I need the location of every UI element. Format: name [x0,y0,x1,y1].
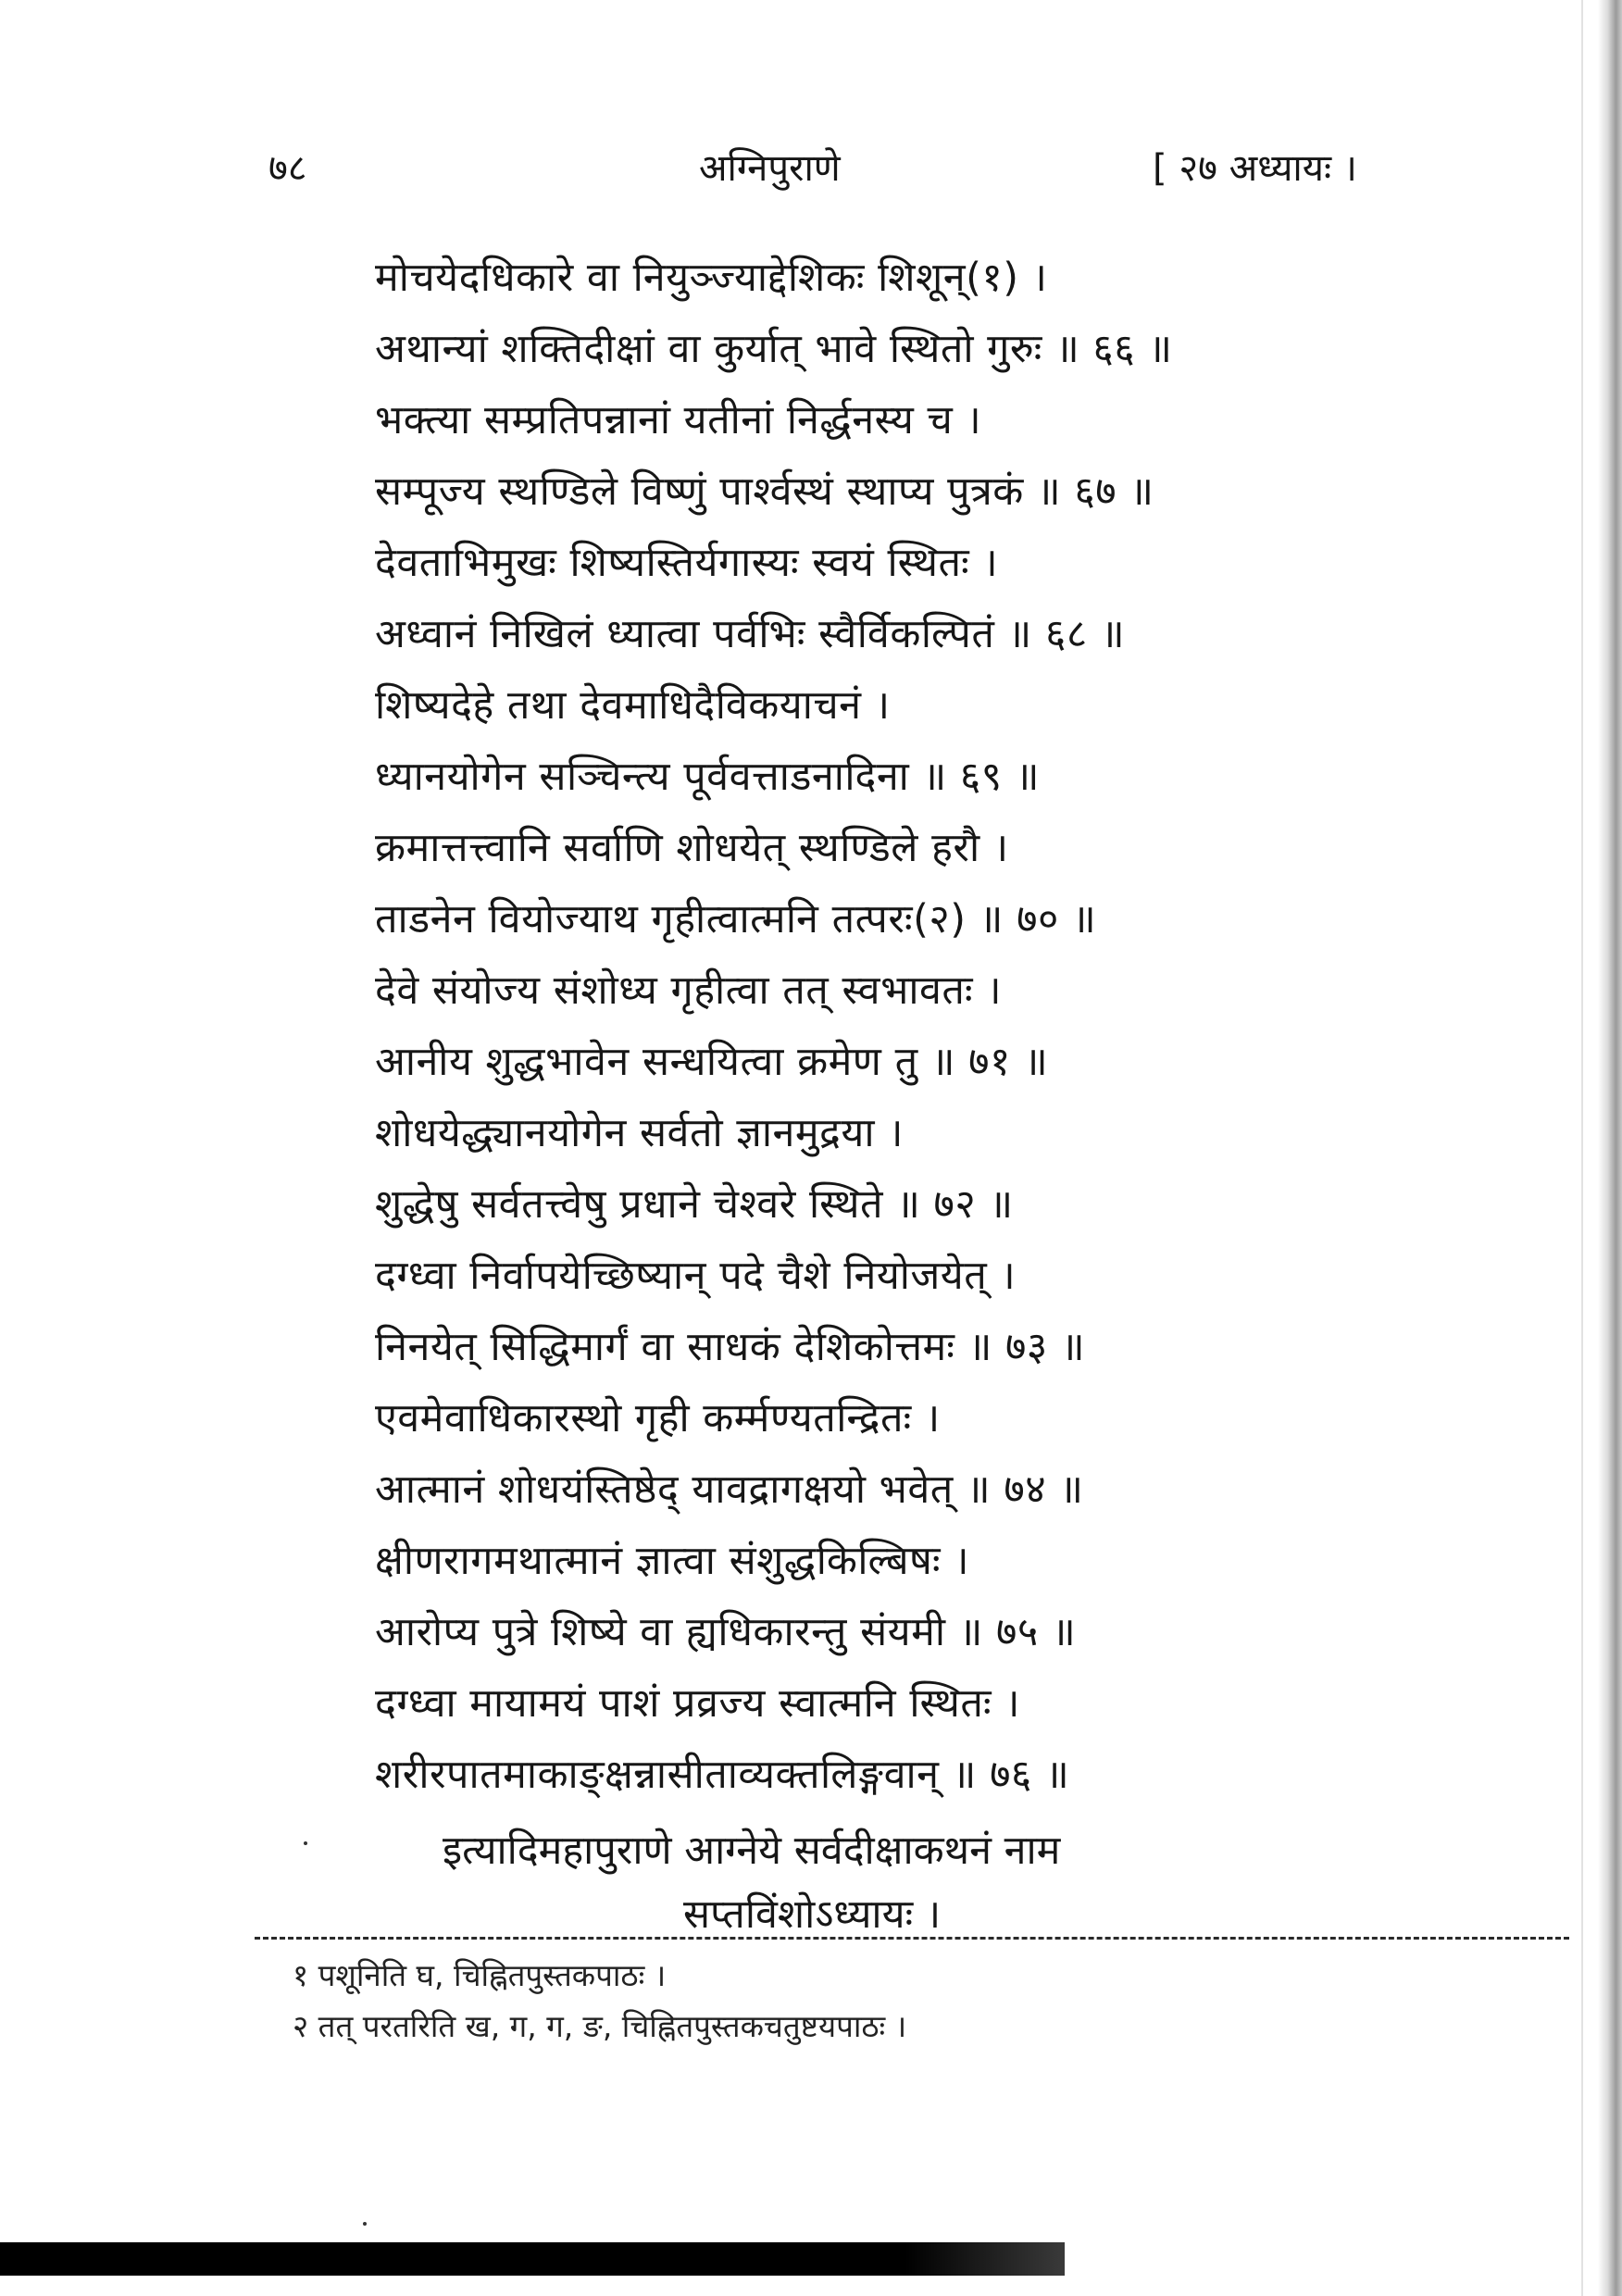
verse-line: क्षीणरागमथात्मानं ज्ञात्वा संशुद्धकिल्बिषः । [375,1538,970,1584]
colophon-line: इत्यादिमहापुराणे आग्नेये सर्वदीक्षाकथनं नाम [443,1828,1061,1874]
verse-line: देवे संयोज्य संशोध्य गृहीत्वा तत् स्वभावतः । [375,967,1003,1014]
scan-speck [363,2222,367,2226]
scan-speck [304,1841,307,1845]
verse-line: ताडनेन वियोज्याथ गृहीत्वात्मनि तत्परः(२) ॥ ७० ॥ [375,896,1097,942]
verse-line: एवमेवाधिकारस्थो गृही कर्म्मण्यतन्द्रितः । [375,1395,941,1441]
verse-line: अथान्यां शक्तिदीक्षां वा कुर्यात् भावे स्थितो गुरुः ॥ ६६ ॥ [375,326,1173,372]
verse-line: सम्पूज्य स्थण्डिले विष्णुं पार्श्वस्थं स्थाप्य पुत्रकं ॥ ६७ ॥ [375,468,1154,515]
page-edge-shadow [1598,0,1622,2296]
verse-line: आनीय शुद्धभावेन सन्धयित्वा क्रमेण तु ॥ ७१ ॥ [375,1039,1049,1085]
scan-bottom-bar [0,2242,1065,2276]
verse-line: भक्त्या सम्प्रतिपन्नानां यतीनां निर्द्धनस्य च । [375,397,982,443]
verse-line: शुद्धेषु सर्वतत्त्वेषु प्रधाने चेश्वरे स्थिते ॥ ७२ ॥ [375,1181,1014,1228]
chapter-marker: [ २७ अध्यायः । [1153,147,1357,190]
verse-line: मोचयेदधिकारे वा नियुञ्ज्याद्देशिकः शिशून्(१) । [375,255,1048,301]
footnote: १ पशूनिति घ, चिह्नितपुस्तकपाठः । [293,1957,667,1993]
verse-line: आत्मानं शोधयंस्तिष्ठेद् यावद्रागक्षयो भवेत् ॥ ७४ ॥ [375,1466,1084,1513]
page-number: ७८ [268,147,307,190]
footnote: २ तत् परतरिति ख, ग, ग, ङ, चिह्नितपुस्तकचतुष्टयपाठः । [293,2008,907,2044]
verse-line: अध्वानं निखिलं ध्यात्वा पर्वभिः स्वैर्विकल्पितं ॥ ६८ ॥ [375,611,1126,657]
verse-line: दग्ध्वा निर्वापयेच्छिष्यान् पदे चैशे नियोजयेत् । [375,1253,1017,1299]
footnote-rule [255,1937,1569,1940]
running-title: अग्निपुराणे [699,147,841,190]
verse-line: क्रमात्तत्त्वानि सर्वाणि शोधयेत् स्थण्डिले हरौ । [375,825,1009,871]
verse-line: शिष्यदेहे तथा देवमाधिदैविकयाचनं । [375,682,891,729]
verse-line: शोधयेद्ध्यानयोगेन सर्वतो ज्ञानमुद्रया । [375,1110,904,1156]
colophon-line: सप्तविंशोऽध्यायः । [683,1891,942,1938]
verse-line: आरोप्य पुत्रे शिष्ये वा ह्यधिकारन्तु संयमी ॥ ७५ ॥ [375,1609,1077,1655]
verse-line: दग्ध्वा मायामयं पाशं प्रव्रज्य स्वात्मनि स्थितः । [375,1680,1020,1727]
verse-line: शरीरपातमाकाङ्क्षन्नासीताव्यक्तलिङ्गवान् ॥ ७६ ॥ [375,1752,1070,1798]
verse-line: देवताभिमुखः शिष्यस्तिर्यगास्यः स्वयं स्थितः । [375,540,999,586]
verse-line: ध्यानयोगेन सञ्चिन्त्य पूर्ववत्ताडनादिना ॥ ६९ ॥ [375,754,1041,800]
verse-line: निनयेत् सिद्धिमार्गं वा साधकं देशिकोत्तमः ॥ ७३ ॥ [375,1324,1086,1370]
scan-edge-line [1581,0,1583,2296]
